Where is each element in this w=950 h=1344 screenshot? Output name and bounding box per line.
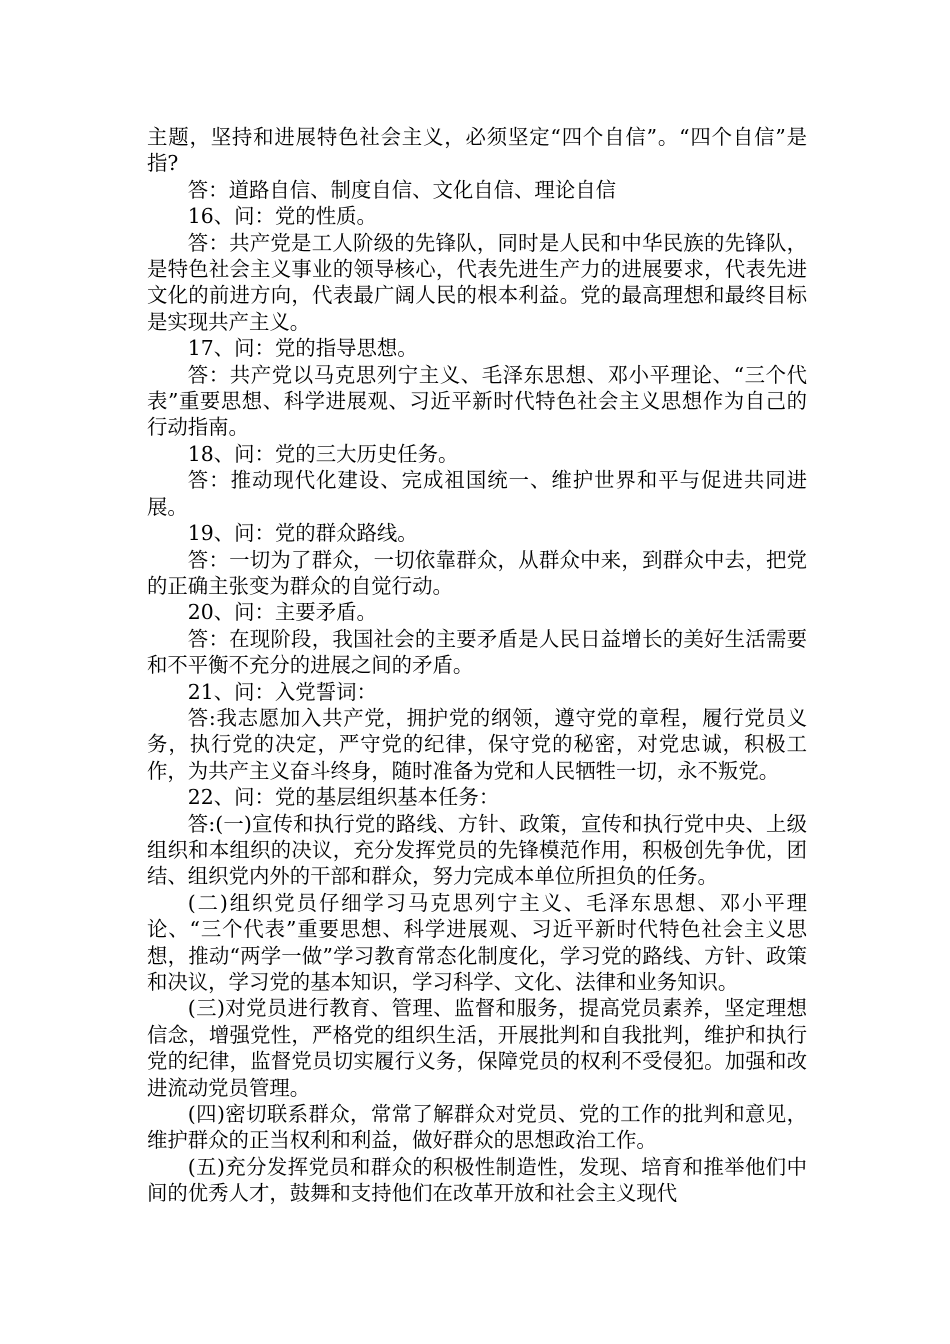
- answer-15: 答：道路自信、制度自信、文化自信、理论自信: [187, 177, 616, 202]
- question-19: 19、问：党的群众路线。: [187, 521, 418, 546]
- question-17: 17、问：党的指导思想。: [187, 336, 418, 361]
- answer-18: 答：推动现代化建设、完成祖国统一、维护世界和平与促进共同进展。: [147, 468, 807, 519]
- answer-22-item-2: (二)组织党员仔细学习马克思列宁主义、毛泽东思想、邓小平理论、“三个代表”重要思想、科学进展观、习近平新时代特色社会主义思想，推动“两学一做”学习教育常态化制度化，学习党的路线、方针、政策和决议，学习党的基本知识，学习科学、文化、法律和业务知识。: [147, 890, 807, 994]
- answer-21: 答:我志愿加入共产党，拥护党的纲领，遵守党的章程，履行党员义务，执行党的决定，严守党的纪律，保守党的秘密，对党忠诚，积极工作，为共产主义奋斗终身，随时准备为党和人民牺牲一切，永不叛党。: [147, 705, 807, 783]
- question-18: 18、问：党的三大历史任务。: [187, 441, 459, 466]
- answer-17: 答：共产党以马克思列宁主义、毛泽东思想、邓小平理论、“三个代表”重要思想、科学进展观、习近平新时代特色社会主义思想作为自己的行动指南。: [147, 362, 807, 440]
- document-body: [147, 124, 807, 1207]
- answer-22-item-3: (三)对党员进行教育、管理、监督和服务，提高党员素养，坚定理想信念，增强党性，严格党的组织生活，开展批判和自我批判，维护和执行党的纪律，监督党员切实履行义务，保障党员的权利不受侵犯。加强和改进流动党员管理。: [147, 996, 807, 1100]
- answer-22-item-4: (四)密切联系群众，常常了解群众对党员、党的工作的批判和意见，维护群众的正当权利和利益，做好群众的思想政治工作。: [147, 1102, 807, 1153]
- paragraph-continuation: 主题，坚持和进展特色社会主义，必须坚定“四个自信”。“四个自信”是指?: [147, 125, 807, 176]
- answer-22-item-1: 答:(一)宣传和执行党的路线、方针、政策，宣传和执行党中央、上级组织和本组织的决议，充分发挥党员的先锋模范作用，积极创先争优，团结、组织党内外的干部和群众，努力完成本单位所担负的任务。: [147, 811, 807, 889]
- answer-19: 答：一切为了群众，一切依靠群众，从群众中来，到群众中去，把党的正确主张变为群众的自觉行动。: [147, 547, 807, 598]
- question-21: 21、问：入党誓词：: [187, 679, 377, 704]
- answer-16: 答：共产党是工人阶级的先锋队，同时是人民和中华民族的先锋队，是特色社会主义事业的领导核心，代表先进生产力的进展要求，代表先进文化的前进方向，代表最广阔人民的根本利益。党的最高理想和最终目标是实现共产主义。: [147, 230, 807, 334]
- question-20: 20、问：主要矛盾。: [187, 600, 377, 625]
- question-22: 22、问：党的基层组织基本任务：: [187, 785, 500, 810]
- answer-22-item-5: (五)充分发挥党员和群众的积极性制造性，发现、培育和推举他们中间的优秀人才，鼓舞和支持他们在改革开放和社会主义现代: [147, 1154, 807, 1206]
- answer-20: 答：在现阶段，我国社会的主要矛盾是人民日益增长的美好生活需要和不平衡不充分的进展之间的矛盾。: [147, 626, 807, 678]
- question-16: 16、问：党的性质。: [187, 204, 377, 229]
